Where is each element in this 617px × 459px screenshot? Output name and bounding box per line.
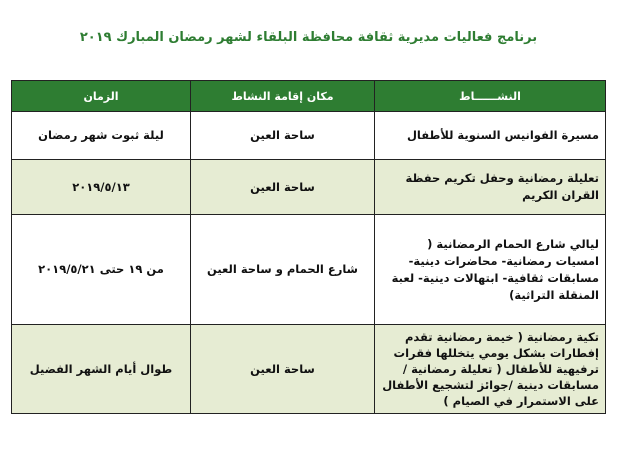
- activity-cell: تكية رمضانية ( خيمة رمضانية تقدم إفطارات بشكل يومي يتخللها فقرات ترفيهية للأطفال ( تعليلة رمضانية / مسابقات دينية /جوائز لتشجيع الأطفال على الاستمرار في الصيام ): [375, 325, 606, 414]
- schedule-table: [11, 80, 606, 414]
- header-place: مكان إقامة النشاط: [191, 81, 375, 112]
- table-row: [12, 215, 606, 325]
- activity-cell: مسيرة الفوانيس السنوية للأطفال: [375, 112, 606, 160]
- header-time: الزمان: [12, 81, 191, 112]
- table-row: [12, 112, 606, 160]
- table-row: [12, 160, 606, 215]
- place-cell: ساحة العين: [191, 112, 375, 160]
- place-cell: ساحة العين: [191, 325, 375, 414]
- place-cell: ساحة العين: [191, 160, 375, 215]
- time-cell: [12, 160, 191, 215]
- activity-cell: تعليلة رمضانية وحفل تكريم حفظة القران الكريم: [375, 160, 606, 215]
- time-date: ٢٠١٩/٥/١٣: [72, 179, 130, 194]
- activity-cell: ليالي شارع الحمام الرمضانية ( امسيات رمضانية- محاضرات دينية- مسابقات ثقافية- ابتهالات دينية- لعبة المنقلة التراثية): [375, 215, 606, 325]
- page-title: برنامج فعاليات مديرية ثقافة محافظة البلقاء لشهر رمضان المبارك ٢٠١٩: [79, 30, 538, 45]
- table-header-row: [12, 81, 606, 112]
- time-cell: من ١٩ حتى ٢٠١٩/٥/٢١: [12, 215, 191, 325]
- time-cell: ليلة ثبوت شهر رمضان: [12, 112, 191, 160]
- table-row: [12, 325, 606, 414]
- time-cell: طوال أيام الشهر الفضيل: [12, 325, 191, 414]
- header-activity: النشــــــاط: [375, 81, 606, 112]
- place-cell: شارع الحمام و ساحة العين: [191, 215, 375, 325]
